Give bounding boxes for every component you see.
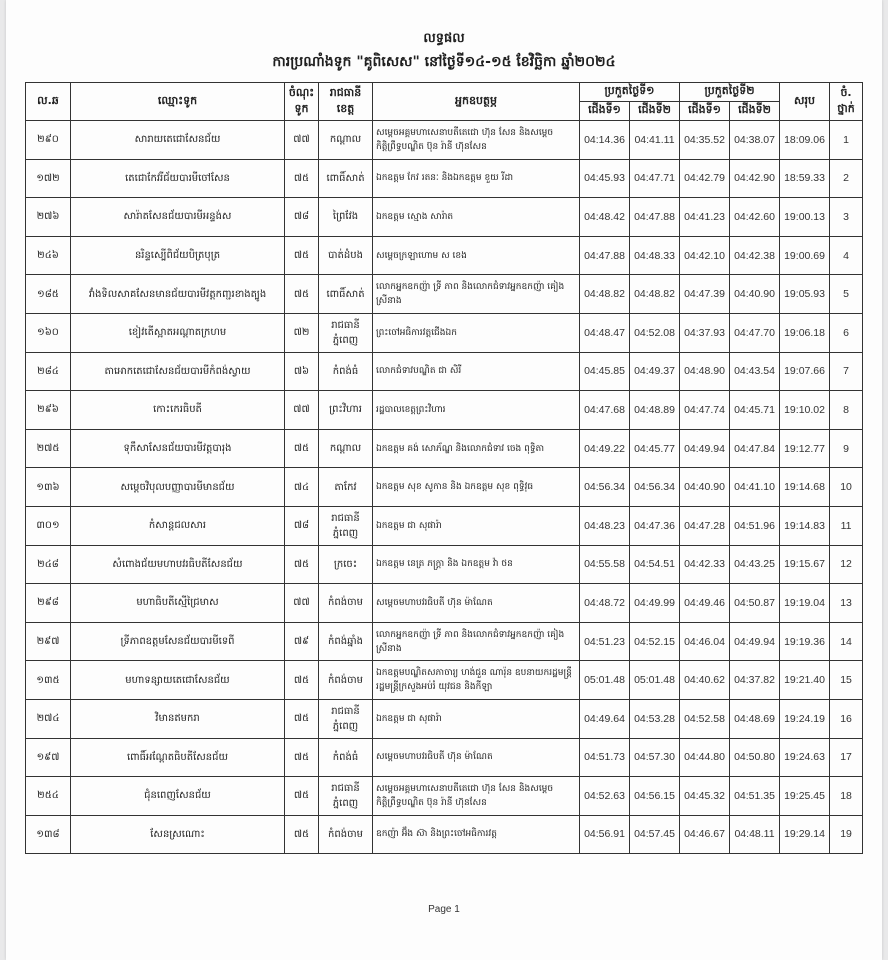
header-day2: ប្រកួតថ្ងៃទី២ [680, 83, 780, 102]
header-boat-name: ឈ្មោះទូក [71, 83, 285, 121]
boat-name: វិមានឥមករា [71, 699, 285, 738]
crew-size: ៧៥ [285, 661, 319, 700]
day2-heat1-time: 04:42.79 [680, 159, 730, 198]
rank: 13 [830, 584, 863, 623]
sponsor: ឯកឧត្តម ជា សុផារ៉ា [373, 506, 580, 545]
table-row [26, 506, 863, 545]
day1-heat2-time: 04:48.89 [630, 391, 680, 430]
day2-heat2-time: 04:49.94 [730, 622, 780, 661]
crew-size: ៧៥ [285, 545, 319, 584]
table-row [26, 738, 863, 777]
sponsor: ឯកឧត្តម សុខ សូកាន និង ឯកឧត្តម សុខ ពុទ្ធិវុធ [373, 468, 580, 507]
crew-size: ៧៤ [285, 468, 319, 507]
table-row [26, 584, 863, 623]
day2-heat1-time: 04:42.10 [680, 236, 730, 275]
sponsor: សម្តេចអគ្គមហាសេនាបតីតេជោ ហ៊ុន សែន និងសម្តេចកិត្តិព្រឹទ្ធបណ្ឌិត ប៊ុន រ៉ានី ហ៊ុនសែន [373, 777, 580, 816]
document-page [6, 0, 882, 960]
table-row [26, 159, 863, 198]
boat-number: ១៣៥ [26, 661, 71, 700]
crew-size: ៧៥ [285, 777, 319, 816]
boat-name: មហាទន្សាយតេជោសែនជ័យ [71, 661, 285, 700]
day1-heat2-time: 04:47.36 [630, 506, 680, 545]
crew-size: ៧៧ [285, 121, 319, 160]
table-row [26, 391, 863, 430]
day1-heat2-time: 04:47.71 [630, 159, 680, 198]
day2-heat2-time: 04:51.35 [730, 777, 780, 816]
day2-heat2-time: 04:38.07 [730, 121, 780, 160]
day1-heat1-time: 04:51.23 [580, 622, 630, 661]
boat-number: ៣០១ [26, 506, 71, 545]
page-number: Page 1 [428, 904, 460, 915]
day1-heat2-time: 04:53.28 [630, 699, 680, 738]
day2-heat2-time: 04:42.90 [730, 159, 780, 198]
total-time: 19:00.13 [780, 198, 830, 237]
day1-heat1-time: 04:56.91 [580, 815, 630, 854]
table-row [26, 275, 863, 314]
day2-heat2-time: 04:51.96 [730, 506, 780, 545]
day2-heat1-time: 04:37.93 [680, 313, 730, 352]
sponsor: រដ្ឋបាលខេត្តព្រះវិហារ [373, 391, 580, 430]
table-row [26, 545, 863, 584]
crew-size: ៧៥ [285, 236, 319, 275]
day1-heat1-time: 04:48.23 [580, 506, 630, 545]
province: រាជធានី ភ្នំពេញ [319, 777, 373, 816]
day1-heat2-time: 04:48.82 [630, 275, 680, 314]
province: ព្រះវិហារ [319, 391, 373, 430]
province: កំពង់ឆ្នាំង [319, 622, 373, 661]
day2-heat2-time: 04:48.11 [730, 815, 780, 854]
boat-name: តេជោកែវរីជ័យបារមីចៅសែន [71, 159, 285, 198]
total-time: 18:09.06 [780, 121, 830, 160]
province: កំពង់ធំ [319, 352, 373, 391]
header-crew-size: ចំណុះទូក [285, 83, 319, 121]
rank: 2 [830, 159, 863, 198]
day1-heat1-time: 04:56.34 [580, 468, 630, 507]
header-province: រាជធានីខេត្ត [319, 83, 373, 121]
crew-size: ៧៥ [285, 275, 319, 314]
day2-heat1-time: 04:49.46 [680, 584, 730, 623]
table-row [26, 352, 863, 391]
day2-heat2-time: 04:37.82 [730, 661, 780, 700]
total-time: 19:25.45 [780, 777, 830, 816]
province: ព្រៃវែង [319, 198, 373, 237]
day2-heat1-time: 04:40.90 [680, 468, 730, 507]
table-body [26, 121, 863, 854]
boat-number: ១៣៦ [26, 468, 71, 507]
rank: 9 [830, 429, 863, 468]
crew-size: ៧៨ [285, 506, 319, 545]
boat-name: វាំងទិលសាគសែនមានជ័យបារមីវត្តកញ្ជរខាងត្បូង [71, 275, 285, 314]
boat-name: សារាយតេជោសែនជ័យ [71, 121, 285, 160]
table-row [26, 468, 863, 507]
province: ក្រចេះ [319, 545, 373, 584]
day2-heat2-time: 04:42.60 [730, 198, 780, 237]
day1-heat2-time: 04:57.45 [630, 815, 680, 854]
province: កណ្តាល [319, 121, 373, 160]
day1-heat2-time: 04:52.08 [630, 313, 680, 352]
day2-heat1-time: 04:44.80 [680, 738, 730, 777]
table-row [26, 777, 863, 816]
boat-number: ២៤៨ [26, 545, 71, 584]
table-row [26, 661, 863, 700]
rank: 3 [830, 198, 863, 237]
day1-heat1-time: 04:48.42 [580, 198, 630, 237]
boat-number: ២៨៤ [26, 352, 71, 391]
boat-number: ២៩៨ [26, 584, 71, 623]
table-row [26, 198, 863, 237]
total-time: 19:10.02 [780, 391, 830, 430]
day2-heat1-time: 04:46.04 [680, 622, 730, 661]
sponsor: ឯកឧត្តម នេត្រ ភក្ត្រា និង ឯកឧត្តម វ៉ា ថន [373, 545, 580, 584]
day2-heat1-time: 04:52.58 [680, 699, 730, 738]
rank: 19 [830, 815, 863, 854]
rank: 5 [830, 275, 863, 314]
boat-number: ១៨៥ [26, 275, 71, 314]
province: ពោធិ៍សាត់ [319, 159, 373, 198]
table-row [26, 815, 863, 854]
rank: 6 [830, 313, 863, 352]
boat-name: នរិន្ទស្បើពិជ័យបិត្របុត្រ [71, 236, 285, 275]
province: កំពង់ចាម [319, 815, 373, 854]
province: រាជធានីភ្នំពេញ [319, 699, 373, 738]
day2-heat2-time: 04:42.38 [730, 236, 780, 275]
day1-heat1-time: 04:48.72 [580, 584, 630, 623]
day1-heat1-time: 04:45.93 [580, 159, 630, 198]
day1-heat1-time: 04:48.82 [580, 275, 630, 314]
total-time: 19:19.36 [780, 622, 830, 661]
sponsor: លោកជំទាវបណ្ឌិត ជា សិរី [373, 352, 580, 391]
day1-heat1-time: 04:14.36 [580, 121, 630, 160]
header-day1-heat2: ជើងទី២ [630, 102, 680, 121]
day1-heat1-time: 04:48.47 [580, 313, 630, 352]
province: បាត់ដំបង [319, 236, 373, 275]
boat-number: ២៩០ [26, 121, 71, 160]
crew-size: ៧៥ [285, 738, 319, 777]
boat-name: សែនស្រណោះ [71, 815, 285, 854]
day1-heat2-time: 04:54.51 [630, 545, 680, 584]
rank: 12 [830, 545, 863, 584]
day1-heat1-time: 04:45.85 [580, 352, 630, 391]
header-rank: ចំ. ថ្នាក់ [830, 83, 863, 121]
province: កំពង់ចាម [319, 661, 373, 700]
rank: 15 [830, 661, 863, 700]
rank: 18 [830, 777, 863, 816]
day1-heat2-time: 04:49.99 [630, 584, 680, 623]
sponsor: ឯកឧត្តមបណ្ឌិតសភាចារ្យ ហង់ជួន ណារ៉ុន ឧបនាយករដ្ឋមន្ត្រី រដ្ឋមន្ត្រីក្រសួងអប់រំ យុវជន និងកីឡា [373, 661, 580, 700]
boat-number: ១៧២ [26, 159, 71, 198]
day2-heat2-time: 04:50.80 [730, 738, 780, 777]
day1-heat1-time: 04:49.22 [580, 429, 630, 468]
crew-size: ៧៥ [285, 429, 319, 468]
crew-size: ៧៦ [285, 352, 319, 391]
sponsor: សម្តេចក្រឡាហោម ស ខេង [373, 236, 580, 275]
crew-size: ៧៩ [285, 622, 319, 661]
boat-name: សារ៉ាតសែនជ័យបារមីអន្ទង់ស [71, 198, 285, 237]
boat-number: ១៦០ [26, 313, 71, 352]
table-row [26, 236, 863, 275]
day1-heat1-time: 04:47.68 [580, 391, 630, 430]
total-time: 19:07.66 [780, 352, 830, 391]
document-title: លទ្ធផល [423, 31, 465, 46]
sponsor: សម្តេចមហាបវរធិបតី ហ៊ុន ម៉ាណែត [373, 738, 580, 777]
day1-heat2-time: 04:41.11 [630, 121, 680, 160]
boat-number: ២៧៤ [26, 699, 71, 738]
total-time: 19:14.83 [780, 506, 830, 545]
day1-heat1-time: 04:51.73 [580, 738, 630, 777]
day2-heat2-time: 04:43.54 [730, 352, 780, 391]
table-row [26, 429, 863, 468]
total-time: 19:24.19 [780, 699, 830, 738]
day1-heat2-time: 04:47.88 [630, 198, 680, 237]
province: ពោធិ៍សាត់ [319, 275, 373, 314]
table-row [26, 313, 863, 352]
boat-number: ២៧៦ [26, 198, 71, 237]
boat-name: ជុំនពេញសែនជ័យ [71, 777, 285, 816]
boat-number: ១៩៧ [26, 738, 71, 777]
day2-heat1-time: 04:47.39 [680, 275, 730, 314]
sponsor: ឯកឧត្តម គង់ សោភ័ណ្ឌ និងលោកជំទាវ ចេង ពុទ្ធិតា [373, 429, 580, 468]
rank: 10 [830, 468, 863, 507]
rank: 7 [830, 352, 863, 391]
crew-size: ៧៥ [285, 159, 319, 198]
header-sponsor: អ្នកឧបត្ថម្ភ [373, 83, 580, 121]
day2-heat2-time: 04:48.69 [730, 699, 780, 738]
rank: 1 [830, 121, 863, 160]
table-header [26, 83, 863, 121]
day2-heat1-time: 04:41.23 [680, 198, 730, 237]
day1-heat1-time: 04:47.88 [580, 236, 630, 275]
rank: 8 [830, 391, 863, 430]
sponsor: សម្តេចមហាបវរធិបតី ហ៊ុន ម៉ាណែត [373, 584, 580, 623]
crew-size: ៧៧ [285, 391, 319, 430]
crew-size: ៧៨ [285, 198, 319, 237]
crew-size: ៧២ [285, 313, 319, 352]
day2-heat2-time: 04:43.25 [730, 545, 780, 584]
total-time: 19:00.69 [780, 236, 830, 275]
day2-heat1-time: 04:48.90 [680, 352, 730, 391]
province: រាជធានីភ្នំពេញ [319, 506, 373, 545]
total-time: 18:59.33 [780, 159, 830, 198]
day2-heat2-time: 04:47.84 [730, 429, 780, 468]
day2-heat1-time: 04:35.52 [680, 121, 730, 160]
day2-heat1-time: 04:49.94 [680, 429, 730, 468]
header-day1-heat1: ជើងទី១ [580, 102, 630, 121]
boat-name: តាអោកតេជោសែនជ័យបារមីកំពង់ស្វាយ [71, 352, 285, 391]
table-row [26, 121, 863, 160]
province: កំពង់ធំ [319, 738, 373, 777]
day1-heat2-time: 04:48.33 [630, 236, 680, 275]
day2-heat2-time: 04:41.10 [730, 468, 780, 507]
day1-heat1-time: 04:55.58 [580, 545, 630, 584]
boat-name: ទុកឹសាសែនជ័យបារមីវត្តបារុង [71, 429, 285, 468]
header-day2-heat2: ជើងទី២ [730, 102, 780, 121]
day2-heat1-time: 04:40.62 [680, 661, 730, 700]
day1-heat2-time: 04:49.37 [630, 352, 680, 391]
province: កំពង់ចាម [319, 584, 373, 623]
total-time: 19:24.63 [780, 738, 830, 777]
day1-heat1-time: 04:52.63 [580, 777, 630, 816]
table-row [26, 622, 863, 661]
day1-heat2-time: 04:52.15 [630, 622, 680, 661]
day2-heat1-time: 04:42.33 [680, 545, 730, 584]
day2-heat1-time: 04:45.32 [680, 777, 730, 816]
rank: 16 [830, 699, 863, 738]
day2-heat2-time: 04:50.87 [730, 584, 780, 623]
day2-heat1-time: 04:46.67 [680, 815, 730, 854]
day1-heat2-time: 05:01.48 [630, 661, 680, 700]
crew-size: ៧៧ [285, 584, 319, 623]
total-time: 19:29.14 [780, 815, 830, 854]
results-table [25, 82, 863, 854]
day1-heat2-time: 04:56.34 [630, 468, 680, 507]
total-time: 19:06.18 [780, 313, 830, 352]
province: កណ្តាល [319, 429, 373, 468]
sponsor: លោកអ្នកឧកញ៉ា ទ្រី ភាព និងលោកជំទាវអ្នកឧកញ៉ា គៀង ស្រីនាង [373, 275, 580, 314]
sponsor: ឯកឧត្តម កែវ រតនៈ និងឯកឧត្តម ខួយ រីដា [373, 159, 580, 198]
boat-name: ទ្រីភាពឧត្តមសែនជ័យបារមីទេពី [71, 622, 285, 661]
day2-heat1-time: 04:47.74 [680, 391, 730, 430]
boat-number: ១៣៨ [26, 815, 71, 854]
boat-name: កំសាន្តជលសារ [71, 506, 285, 545]
day1-heat2-time: 04:56.15 [630, 777, 680, 816]
total-time: 19:05.93 [780, 275, 830, 314]
total-time: 19:19.04 [780, 584, 830, 623]
sponsor: ឯកឧត្តម ជា សុផារ៉ា [373, 699, 580, 738]
boat-number: ២៧៥ [26, 429, 71, 468]
rank: 14 [830, 622, 863, 661]
sponsor: ឯកឧត្តម ស្មោង សារ៉ាត [373, 198, 580, 237]
sponsor: ឧកញ៉ា អ៊ឹង ស៊ា និងព្រះចៅអធិការវត្ត [373, 815, 580, 854]
header-total: សរុប [780, 83, 830, 121]
boat-name: សម្តេចវិបុលបញ្ញាបារមីមានជ័យ [71, 468, 285, 507]
header-day2-heat1: ជើងទី១ [680, 102, 730, 121]
province: តាកែវ [319, 468, 373, 507]
boat-name: មហាធិបតីស្មើជ្រៃមាស [71, 584, 285, 623]
boat-name: សំពោងជ័យមហាបវរធិបតីសែនជ័យ [71, 545, 285, 584]
day1-heat1-time: 05:01.48 [580, 661, 630, 700]
boat-number: ២៩៦ [26, 391, 71, 430]
rank: 11 [830, 506, 863, 545]
crew-size: ៧៥ [285, 699, 319, 738]
day1-heat1-time: 04:49.64 [580, 699, 630, 738]
boat-number: ២៤៦ [26, 236, 71, 275]
day2-heat2-time: 04:40.90 [730, 275, 780, 314]
total-time: 19:15.67 [780, 545, 830, 584]
boat-name: ពោធិ៍អណ្តែតធិបតីសែនជ័យ [71, 738, 285, 777]
document-subtitle: ការប្រណាំងទូក "គូពិសេស" នៅថ្ងៃទី១៤-១៥ ខែវិច្ឆិកា ឆ្នាំ២០២៤ [272, 54, 616, 70]
boat-number: ២៩៧ [26, 622, 71, 661]
province: រាជធានី ភ្នំពេញ [319, 313, 373, 352]
sponsor: លោកអ្នកឧកញ៉ា ទ្រី ភាព និងលោកជំទាវអ្នកឧកញ៉ា គៀង ស្រីនាង [373, 622, 580, 661]
day1-heat2-time: 04:45.77 [630, 429, 680, 468]
rank: 17 [830, 738, 863, 777]
header-day1: ប្រកួតថ្ងៃទី១ [580, 83, 680, 102]
day2-heat1-time: 04:47.28 [680, 506, 730, 545]
boat-number: ២៥៤ [26, 777, 71, 816]
crew-size: ៧៥ [285, 815, 319, 854]
rank: 4 [830, 236, 863, 275]
day2-heat2-time: 04:47.70 [730, 313, 780, 352]
total-time: 19:14.68 [780, 468, 830, 507]
day1-heat2-time: 04:57.30 [630, 738, 680, 777]
sponsor: ព្រះចៅអធិការវត្តជើងឯក [373, 313, 580, 352]
total-time: 19:21.40 [780, 661, 830, 700]
boat-name: កោះកេរធិបតី [71, 391, 285, 430]
table-row [26, 699, 863, 738]
sponsor: សម្តេចអគ្គមហាសេនាបតីតេជោ ហ៊ុន សែន និងសម្តេចកិត្តិព្រឹទ្ធបណ្ឌិត ប៊ុន រ៉ានី ហ៊ុនសែន [373, 121, 580, 160]
boat-name: ខៀវតើស្អាតអណ្តាតក្រហម [71, 313, 285, 352]
day2-heat2-time: 04:45.71 [730, 391, 780, 430]
total-time: 19:12.77 [780, 429, 830, 468]
header-boat-no: ល.ឆ [26, 83, 71, 121]
